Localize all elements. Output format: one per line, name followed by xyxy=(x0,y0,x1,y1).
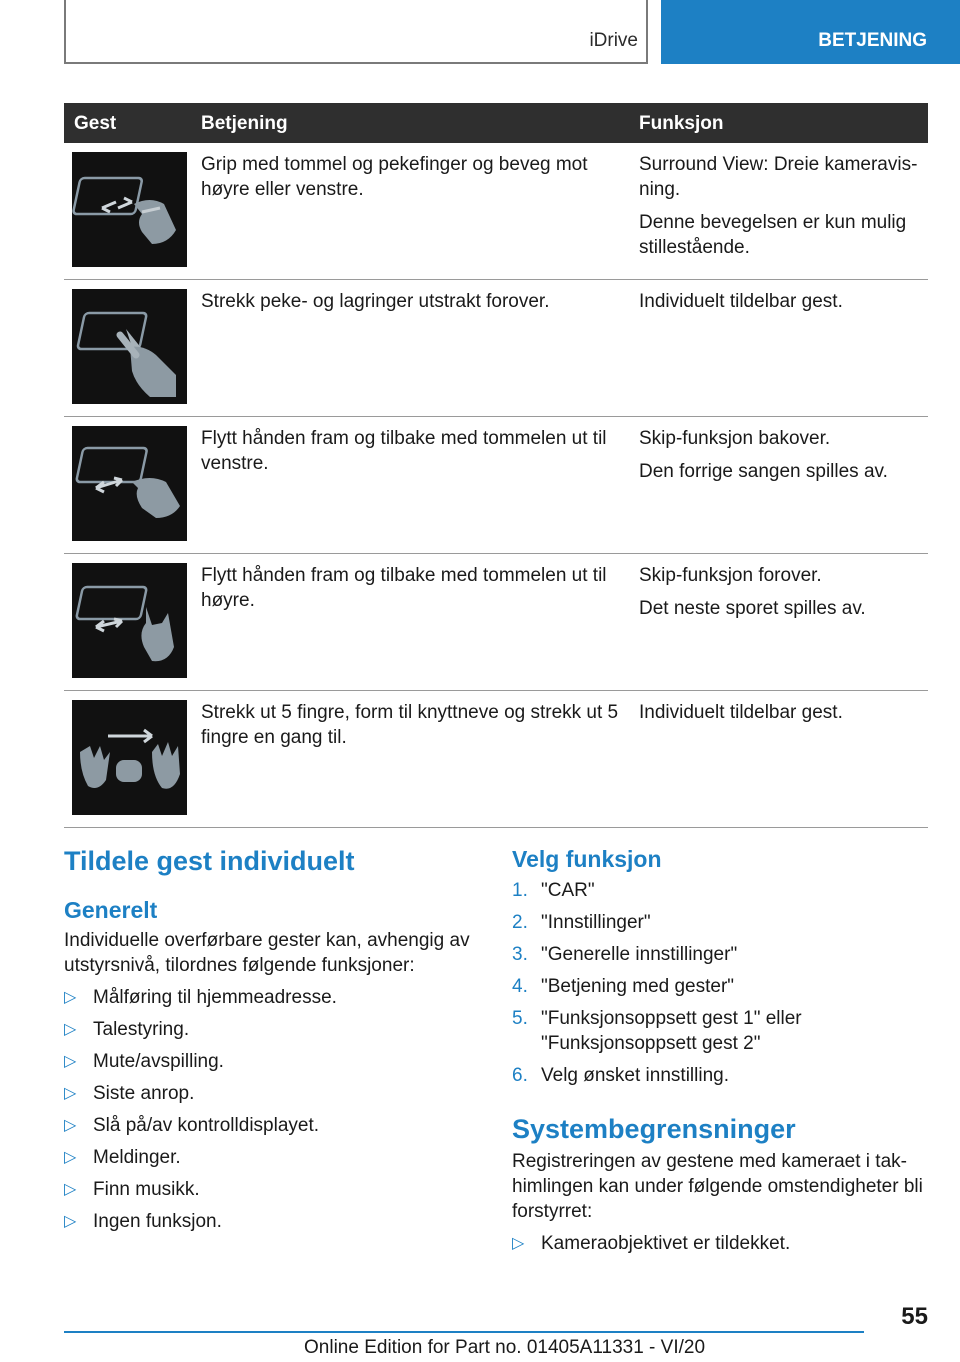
control-text: Strekk peke- og lagringer utstrakt forover. xyxy=(201,291,550,312)
list-item xyxy=(64,1049,474,1074)
function-list xyxy=(64,985,474,1234)
triangle-bullet-icon: ▷ xyxy=(64,1117,77,1134)
col-header-gesture: Gest xyxy=(74,113,117,134)
list-item-text: Mute/avspilling. xyxy=(93,1051,224,1072)
table-row xyxy=(64,417,928,554)
col-header-control: Betjening xyxy=(201,113,288,134)
list-item xyxy=(64,1081,474,1106)
list-item-text: Talestyring. xyxy=(93,1019,190,1040)
edition-text: Online Edition for Part no. 01405A11331 - VI/20 xyxy=(304,1337,706,1358)
table-row xyxy=(64,554,928,691)
function-text xyxy=(639,289,929,322)
section-heading: Tildele gest individuelt xyxy=(64,846,355,876)
col-header-function: Funksjon xyxy=(639,113,724,134)
triangle-bullet-icon: ▷ xyxy=(64,1053,77,1070)
table-header xyxy=(64,103,928,143)
limits-text: Registreringen av gestene med kameraet i tak-himlingen kan under følgende omstendigheter bli forstyrret: xyxy=(512,1151,923,1222)
function-line: Denne bevegelsen er kun mulig stillestående. xyxy=(639,212,907,258)
function-text xyxy=(639,152,929,268)
function-text xyxy=(639,700,929,733)
table-row xyxy=(64,280,928,417)
step-text: "Funksjonsoppsett gest 1" eller "Funksjonsoppsett gest 2" xyxy=(541,1008,802,1054)
control-text: Grip med tommel og pekefinger og beveg mot høyre eller venstre. xyxy=(201,154,588,200)
function-text xyxy=(639,426,929,492)
step-item xyxy=(512,1006,932,1056)
page-number: 55 xyxy=(901,1303,928,1330)
step-text: "Generelle innstillinger" xyxy=(541,944,738,965)
step-number: 5. xyxy=(512,1008,528,1029)
list-item-text: Ingen funksjon. xyxy=(93,1211,222,1232)
limits-heading: Systembegrensninger xyxy=(512,1114,796,1144)
swipe-left-gesture-icon xyxy=(72,426,187,541)
control-text: Flytt hånden fram og tilbake med tommelen ut til høyre. xyxy=(201,565,607,611)
rotate-gesture-icon xyxy=(72,152,187,267)
list-item xyxy=(64,1177,474,1202)
intro-text: Individuelle overførbare gester kan, avhengig av utstyrsnivå, tilordnes følgende funksjoner: xyxy=(64,930,470,976)
list-item-text: Meldinger. xyxy=(93,1147,181,1168)
triangle-bullet-icon: ▷ xyxy=(64,1149,77,1166)
step-text: "Innstillinger" xyxy=(541,912,651,933)
step-item xyxy=(512,910,932,935)
table-row xyxy=(64,691,928,828)
header-box xyxy=(64,0,648,64)
step-text: Velg ønsket innstilling. xyxy=(541,1065,729,1086)
step-item xyxy=(512,942,932,967)
function-line: Individuelt tildelbar gest. xyxy=(639,702,843,723)
step-number: 4. xyxy=(512,976,528,997)
left-column xyxy=(64,846,474,1234)
list-item xyxy=(64,985,474,1010)
fist-open-gesture-icon xyxy=(72,700,187,815)
function-line: Individuelt tildelbar gest. xyxy=(639,291,843,312)
triangle-bullet-icon: ▷ xyxy=(64,1181,77,1198)
chapter-tab xyxy=(661,0,960,64)
step-item xyxy=(512,974,932,999)
step-number: 6. xyxy=(512,1065,528,1086)
triangle-bullet-icon: ▷ xyxy=(64,989,77,1006)
step-item xyxy=(512,1063,932,1088)
triangle-bullet-icon: ▷ xyxy=(64,1213,77,1230)
gesture-table xyxy=(64,103,928,828)
function-text xyxy=(639,563,929,629)
function-line: Surround View: Dreie kameravis-ning. xyxy=(639,154,918,200)
triangle-bullet-icon: ▷ xyxy=(64,1021,77,1038)
list-item-text: Målføring til hjemmeadresse. xyxy=(93,987,337,1008)
list-item-text: Siste anrop. xyxy=(93,1083,195,1104)
list-item xyxy=(512,1231,932,1256)
list-item-text: Kameraobjektivet er tildekket. xyxy=(541,1233,791,1254)
chapter-title: BETJENING xyxy=(818,30,927,51)
control-text: Flytt hånden fram og tilbake med tommelen ut til venstre. xyxy=(201,428,607,474)
step-number: 3. xyxy=(512,944,528,965)
swipe-right-gesture-icon xyxy=(72,563,187,678)
step-number: 2. xyxy=(512,912,528,933)
function-line: Skip-funksjon bakover. xyxy=(639,428,831,449)
step-text: "CAR" xyxy=(541,880,595,901)
triangle-bullet-icon: ▷ xyxy=(64,1085,77,1102)
list-item xyxy=(64,1145,474,1170)
step-item xyxy=(512,878,932,903)
list-item xyxy=(64,1017,474,1042)
list-item-text: Slå på/av kontrolldisplayet. xyxy=(93,1115,320,1136)
section-title: iDrive xyxy=(589,30,638,51)
steps-heading: Velg funksjon xyxy=(512,846,662,872)
list-item xyxy=(64,1113,474,1138)
triangle-bullet-icon: ▷ xyxy=(512,1235,525,1252)
right-column xyxy=(512,846,932,1256)
limits-list xyxy=(512,1231,932,1256)
list-item-text: Finn musikk. xyxy=(93,1179,200,1200)
steps-list xyxy=(512,878,932,1088)
subsection-heading: Generelt xyxy=(64,897,158,923)
function-line: Det neste sporet spilles av. xyxy=(639,598,866,619)
control-text: Strekk ut 5 fingre, form til knyttneve og strekk ut 5 fingre en gang til. xyxy=(201,702,619,748)
list-item xyxy=(64,1209,474,1234)
function-line: Den forrige sangen spilles av. xyxy=(639,461,888,482)
footer-rule xyxy=(64,1331,864,1333)
point-forward-gesture-icon xyxy=(72,289,187,404)
table-row xyxy=(64,143,928,280)
step-number: 1. xyxy=(512,880,528,901)
step-text: "Betjening med gester" xyxy=(541,976,735,997)
function-line: Skip-funksjon forover. xyxy=(639,565,822,586)
